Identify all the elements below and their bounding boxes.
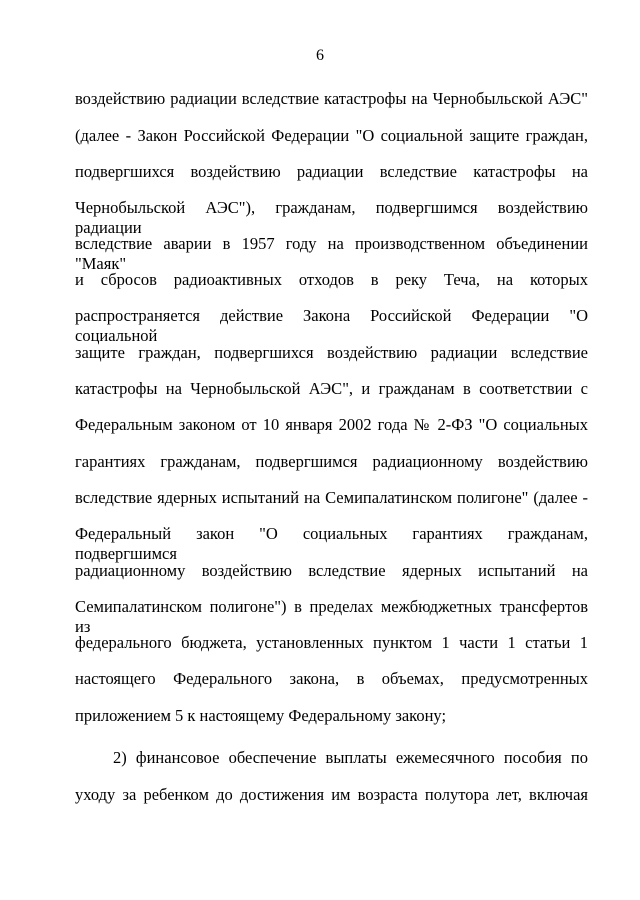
text-line: Семипалатинском полигоне") в пределах межбюджетных трансфертов из [75,597,588,636]
text-line: защите граждан, подвергшихся воздействию радиации вследствие [75,343,588,362]
text-line: федерального бюджета, установленных пунктом 1 части 1 статьи 1 [75,633,588,652]
text-line: Федеральным законом от 10 января 2002 года № 2-ФЗ "О социальных [75,415,588,434]
page-number: 6 [316,47,324,64]
text-line: Чернобыльской АЭС"), гражданам, подвергшимся воздействию радиации [75,198,588,237]
text-line: 2) финансовое обеспечение выплаты ежемесячного пособия по [113,748,588,767]
text-line: вследствие аварии в 1957 году на производственном объединении "Маяк" [75,234,588,273]
text-line: Федеральный закон "О социальных гарантиях гражданам, подвергшимся [75,524,588,563]
text-line: (далее - Закон Российской Федерации "О социальной защите граждан, [75,126,588,145]
text-line: приложением 5 к настоящему Федеральному закону; [75,706,447,725]
text-line: радиационному воздействию вследствие ядерных испытаний на [75,561,588,580]
text-line: подвергшихся воздействию радиации вследствие катастрофы на [75,162,588,181]
text-line: воздействию радиации вследствие катастрофы на Чернобыльской АЭС" [75,89,588,108]
text-line: катастрофы на Чернобыльской АЭС", и гражданам в соответствии с [75,379,588,398]
text-line: распространяется действие Закона Российской Федерации "О социальной [75,306,588,345]
text-line: гарантиях гражданам, подвергшимся радиационному воздействию [75,452,588,471]
text-line: и сбросов радиоактивных отходов в реку Теча, на которых [75,270,588,289]
text-line: настоящего Федерального закона, в объемах, предусмотренных [75,669,588,688]
text-line: уходу за ребенком до достижения им возраста полутора лет, включая [75,785,588,804]
text-line: вследствие ядерных испытаний на Семипалатинском полигоне" (далее - [75,488,588,507]
